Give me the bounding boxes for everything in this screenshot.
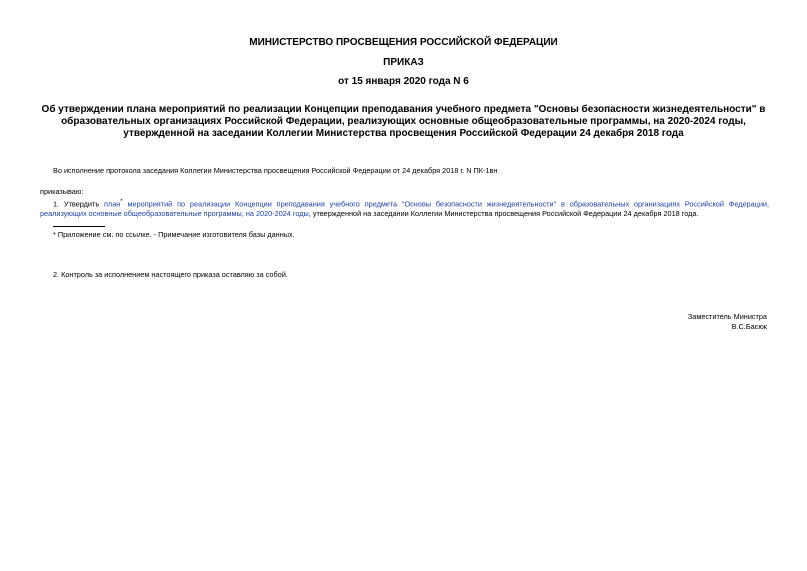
footnote-divider — [53, 226, 105, 227]
document-type: ПРИКАЗ — [383, 57, 424, 68]
signatory-position: Заместитель Министра — [687, 312, 767, 321]
item-1-paragraph — [40, 197, 769, 219]
footnote-mark: * — [120, 198, 123, 205]
item-2-paragraph: 2. Контроль за исполнением настоящего приказа оставляю за собой. — [53, 270, 288, 279]
item-1-suffix: , утвержденной на заседании Коллегии Министерства просвещения Российской Федерации 24 декабря 2018 года. — [308, 209, 699, 219]
footnote-text: * Приложение см. по ссылке. - Примечание изготовителя базы данных. — [53, 230, 295, 239]
preamble-paragraph: Во исполнение протокола заседания Коллегии Министерства просвещения Российской Федерации от 24 декабря 2018 г. N ПК-1вн — [53, 166, 498, 175]
order-subject: Об утверждении плана мероприятий по реализации Концепции преподавания учебного предмета "Основы безопасности жизнедеятельности" в образовательных организациях Российской Федерации, реализующих основные общеобразовательные программы, на 2020-2024 годы, утвержденной на заседании Коллегии Министерства просвещения Российской Федерации 24 декабря 2018 года — [41, 104, 766, 139]
plan-link[interactable]: план — [103, 199, 121, 209]
orders-word: приказываю: — [40, 187, 84, 196]
ministry-title: МИНИСТЕРСТВО ПРОСВЕЩЕНИЯ РОССИЙСКОЙ ФЕДЕРАЦИИ — [249, 37, 558, 48]
plan-title-link[interactable]: мероприятий по реализации Концепции преподавания учебного предмета "Основы безопасности жизнедеятельности" в образовательных организациях Российской Федерации, реализующих основные общеобразовательные программы, на 2020-2024 годы — [40, 199, 770, 219]
item-1-prefix: 1. Утвердить — [53, 199, 104, 209]
signatory-name: В.С.Басюк — [731, 322, 767, 331]
order-date: от 15 января 2020 года N 6 — [338, 76, 469, 87]
